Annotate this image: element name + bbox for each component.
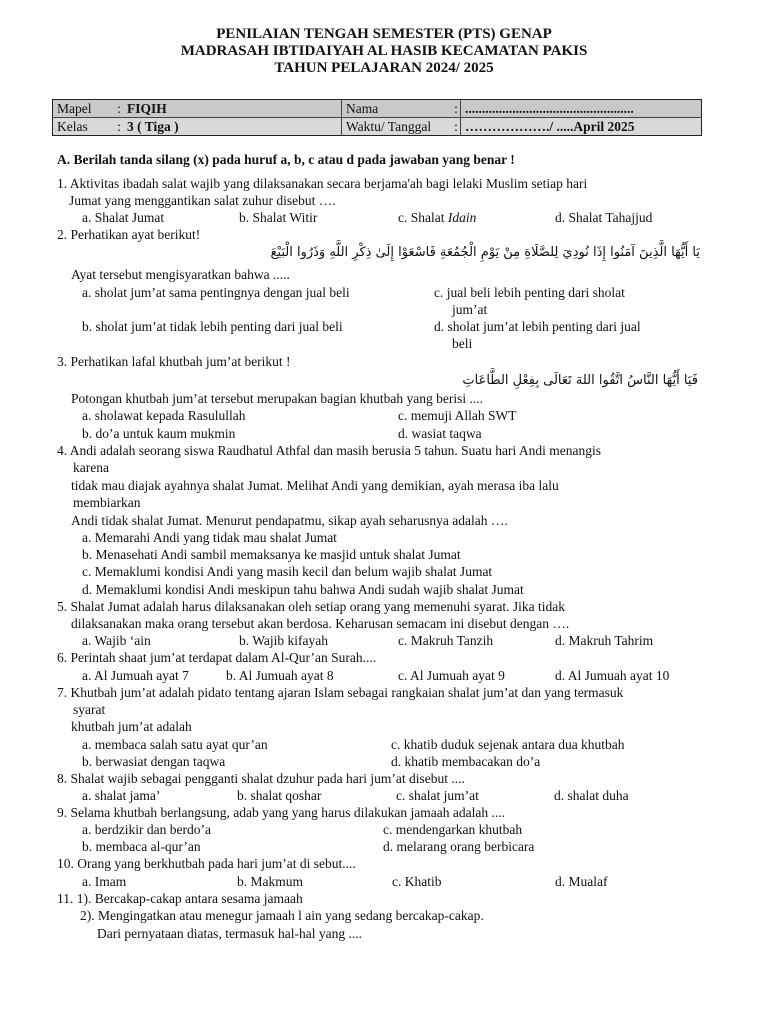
q3-option-b[interactable]: b. do’a untuk kaum mukmin: [82, 426, 236, 441]
q2-question: Ayat tersebut mengisyaratkan bahwa .....: [71, 267, 290, 282]
exam-header: [0, 26, 768, 77]
q8-option-d[interactable]: d. shalat duha: [554, 788, 629, 803]
q4-option-a[interactable]: a. Memarahi Andi yang tidak mau shalat Jumat: [82, 530, 337, 545]
nama-label: Nama: [342, 100, 453, 118]
mapel-label: Mapel: [53, 100, 116, 118]
kelas-value: 3 ( Tiga ): [123, 118, 342, 136]
q4-text-cont: Andi tidak shalat Jumat. Menurut pendapatmu, sikap ayah seharusnya adalah ….: [71, 513, 508, 528]
kelas-label: Kelas: [53, 118, 116, 136]
q4-option-c[interactable]: c. Memaklumi kondisi Andi yang masih kecil dan belum wajib shalat Jumat: [82, 564, 493, 579]
q11-text: 11. 1). Bercakap-cakap antara sesama jamaah: [57, 891, 303, 906]
colon: :: [115, 118, 123, 136]
q2-option-d-cont: beli: [452, 336, 473, 351]
q4-text-cont: tidak mau diajak ayahnya shalat Jumat. Melihat Andi yang demikian, ayah merasa iba lalu: [71, 478, 559, 493]
q11-question: Dari pernyataan diatas, termasuk hal-hal yang ....: [97, 926, 363, 941]
q10-option-d[interactable]: d. Mualaf: [555, 874, 608, 889]
q7-option-d[interactable]: d. khatib membacakan do’a: [391, 754, 541, 769]
q11-text-cont: 2). Mengingatkan atau menegur jamaah l ain yang sedang bercakap-cakap.: [80, 908, 484, 923]
q4-option-d[interactable]: d. Memaklumi kondisi Andi meskipun tahu bahwa Andi sudah wajib shalat Jumat: [82, 582, 524, 597]
q6-option-c[interactable]: c. Al Jumuah ayat 9: [398, 668, 505, 683]
q1-option-b[interactable]: b. Shalat Witir: [239, 210, 318, 225]
q2-option-c-cont: jum’at: [452, 302, 488, 317]
nama-field[interactable]: ..................................................: [461, 100, 702, 118]
q1-text-cont: Jumat yang menggantikan salat zuhur disebut ….: [69, 193, 336, 208]
q5-option-c[interactable]: c. Makruh Tanzih: [398, 633, 494, 648]
q2-arabic-verse: يَا أَيُّهَا الَّذِينَ آمَنُوا إِذَا نُودِيَ لِلصَّلَاةِ مِنْ يَوْمِ الْجُمُعَةِ فَاسْعَوْا إِلَىٰ ذِكْرِ اللَّهِ وَذَرُوا الْبَيْعَ: [270, 245, 700, 260]
q10-text: 10. Orang yang berkhutbah pada hari jum’at di sebut....: [57, 856, 356, 871]
q4-option-b[interactable]: b. Menasehati Andi sambil memaksanya ke masjid untuk shalat Jumat: [82, 547, 461, 562]
q1-option-c[interactable]: [398, 209, 476, 226]
colon: :: [452, 118, 461, 136]
q4-text: 4. Andi adalah seorang siswa Raudhatul Athfal dan masih berusia 5 tahun. Suatu hari Andi menangis: [57, 443, 602, 458]
q6-option-b[interactable]: b. Al Jumuah ayat 8: [226, 668, 334, 683]
q3-question: Potongan khutbah jum’at tersebut merupakan bagian khutbah yang berisi ....: [71, 391, 484, 406]
q7-text-cont: syarat: [73, 702, 106, 717]
q10-option-c[interactable]: c. Khatib: [392, 874, 442, 889]
q8-option-a[interactable]: a. shalat jama’: [82, 788, 161, 803]
q7-option-b[interactable]: b. berwasiat dengan taqwa: [82, 754, 226, 769]
q2-option-b[interactable]: b. sholat jum’at tidak lebih penting dari jual beli: [82, 319, 343, 334]
q5-text-cont: dilaksanakan maka orang tersebut akan berdosa. Keharusan semacam ini disebut dengan ….: [71, 616, 570, 631]
q10-option-b[interactable]: b. Makmum: [237, 874, 303, 889]
q3-option-c[interactable]: c. memuji Allah SWT: [398, 408, 517, 423]
instruction: A. Berilah tanda silang (x) pada huruf a, b, c atau d pada jawaban yang benar !: [57, 152, 515, 167]
waktu-field[interactable]: ………………./ .....April 2025: [461, 118, 702, 136]
q3-text: 3. Perhatikan lafal khutbah jum’at berikut !: [57, 354, 291, 369]
q1-text: 1. Aktivitas ibadah salat wajib yang dilaksanakan secara berjama'ah bagi lelaki Muslim setiap hari: [57, 176, 588, 191]
q10-option-a[interactable]: a. Imam: [82, 874, 127, 889]
mapel-value: FIQIH: [123, 100, 342, 118]
q6-option-a[interactable]: a. Al Jumuah ayat 7: [82, 668, 189, 683]
colon: :: [452, 100, 461, 118]
q3-option-a[interactable]: a. sholawat kepada Rasulullah: [82, 408, 246, 423]
q6-text: 6. Perintah shaat jum’at terdapat dalam Al-Qur’an Surah....: [57, 650, 377, 665]
q9-option-c[interactable]: c. mendengarkan khutbah: [383, 822, 523, 837]
q9-text: 9. Selama khutbah berlangsung, adab yang yang harus dilakukan jamaah adalah ....: [57, 805, 505, 820]
q4-text-cont: karena: [73, 460, 109, 475]
q2-option-d[interactable]: d. sholat jum’at lebih penting dari jual: [434, 319, 641, 334]
q1-option-c-text: c. Shalat: [398, 210, 448, 225]
q9-option-a[interactable]: a. berdzikir dan berdo’a: [82, 822, 211, 837]
q2-option-c[interactable]: c. jual beli lebih penting dari sholat: [434, 285, 625, 300]
student-info-table: [52, 99, 702, 136]
colon: :: [115, 100, 123, 118]
q2-text: 2. Perhatikan ayat berikut!: [57, 227, 201, 242]
q8-text: 8. Shalat wajib sebagai pengganti shalat dzuhur pada hari jum’at disebut ....: [57, 771, 465, 786]
q1-option-c-italic: Idain: [447, 210, 477, 225]
q2-option-a[interactable]: a. sholat jum’at sama pentingnya dengan jual beli: [82, 285, 350, 300]
q7-option-a[interactable]: a. membaca salah satu ayat qur’an: [82, 737, 268, 752]
q5-text: 5. Shalat Jumat adalah harus dilaksanakan oleh setiap orang yang memenuhi syarat. Jika tidak: [57, 599, 565, 614]
q8-option-c[interactable]: c. shalat jum’at: [396, 788, 479, 803]
q9-option-b[interactable]: b. membaca al-qur’an: [82, 839, 201, 854]
header-title: PENILAIAN TENGAH SEMESTER (PTS) GENAP: [216, 26, 552, 42]
q5-option-b[interactable]: b. Wajib kifayah: [239, 633, 329, 648]
q6-option-d[interactable]: d. Al Jumuah ayat 10: [555, 668, 670, 683]
q8-option-b[interactable]: b. shalat qoshar: [237, 788, 322, 803]
q1-option-a[interactable]: a. Shalat Jumat: [82, 210, 165, 225]
q4-text-cont: membiarkan: [73, 495, 141, 510]
q3-arabic-khutbah: فَيَا أَيُّهَا النَّاسُ اتَّقُوا اللهَ تَعَالَى بِفِعْلِ الطَّاعَاتِ: [462, 373, 698, 388]
q9-option-d[interactable]: d. melarang orang berbicara: [383, 839, 535, 854]
q7-option-c[interactable]: c. khatib duduk sejenak antara dua khutbah: [391, 737, 625, 752]
q1-option-d[interactable]: d. Shalat Tahajjud: [555, 210, 653, 225]
header-year: TAHUN PELAJARAN 2024/ 2025: [274, 60, 494, 76]
q7-text: 7. Khutbah jum’at adalah pidato tentang ajaran Islam sebagai rangkaian shalat jum’at dan yang termasuk: [57, 685, 624, 700]
q7-text-cont: khutbah jum’at adalah: [71, 719, 192, 734]
header-school: MADRASAH IBTIDAIYAH AL HASIB KECAMATAN PAKIS: [180, 43, 588, 59]
q5-option-d[interactable]: d. Makruh Tahrim: [555, 633, 654, 648]
waktu-label: Waktu/ Tanggal: [342, 118, 453, 136]
q3-option-d[interactable]: d. wasiat taqwa: [398, 426, 482, 441]
q5-option-a[interactable]: a. Wajib ‘ain: [82, 633, 151, 648]
